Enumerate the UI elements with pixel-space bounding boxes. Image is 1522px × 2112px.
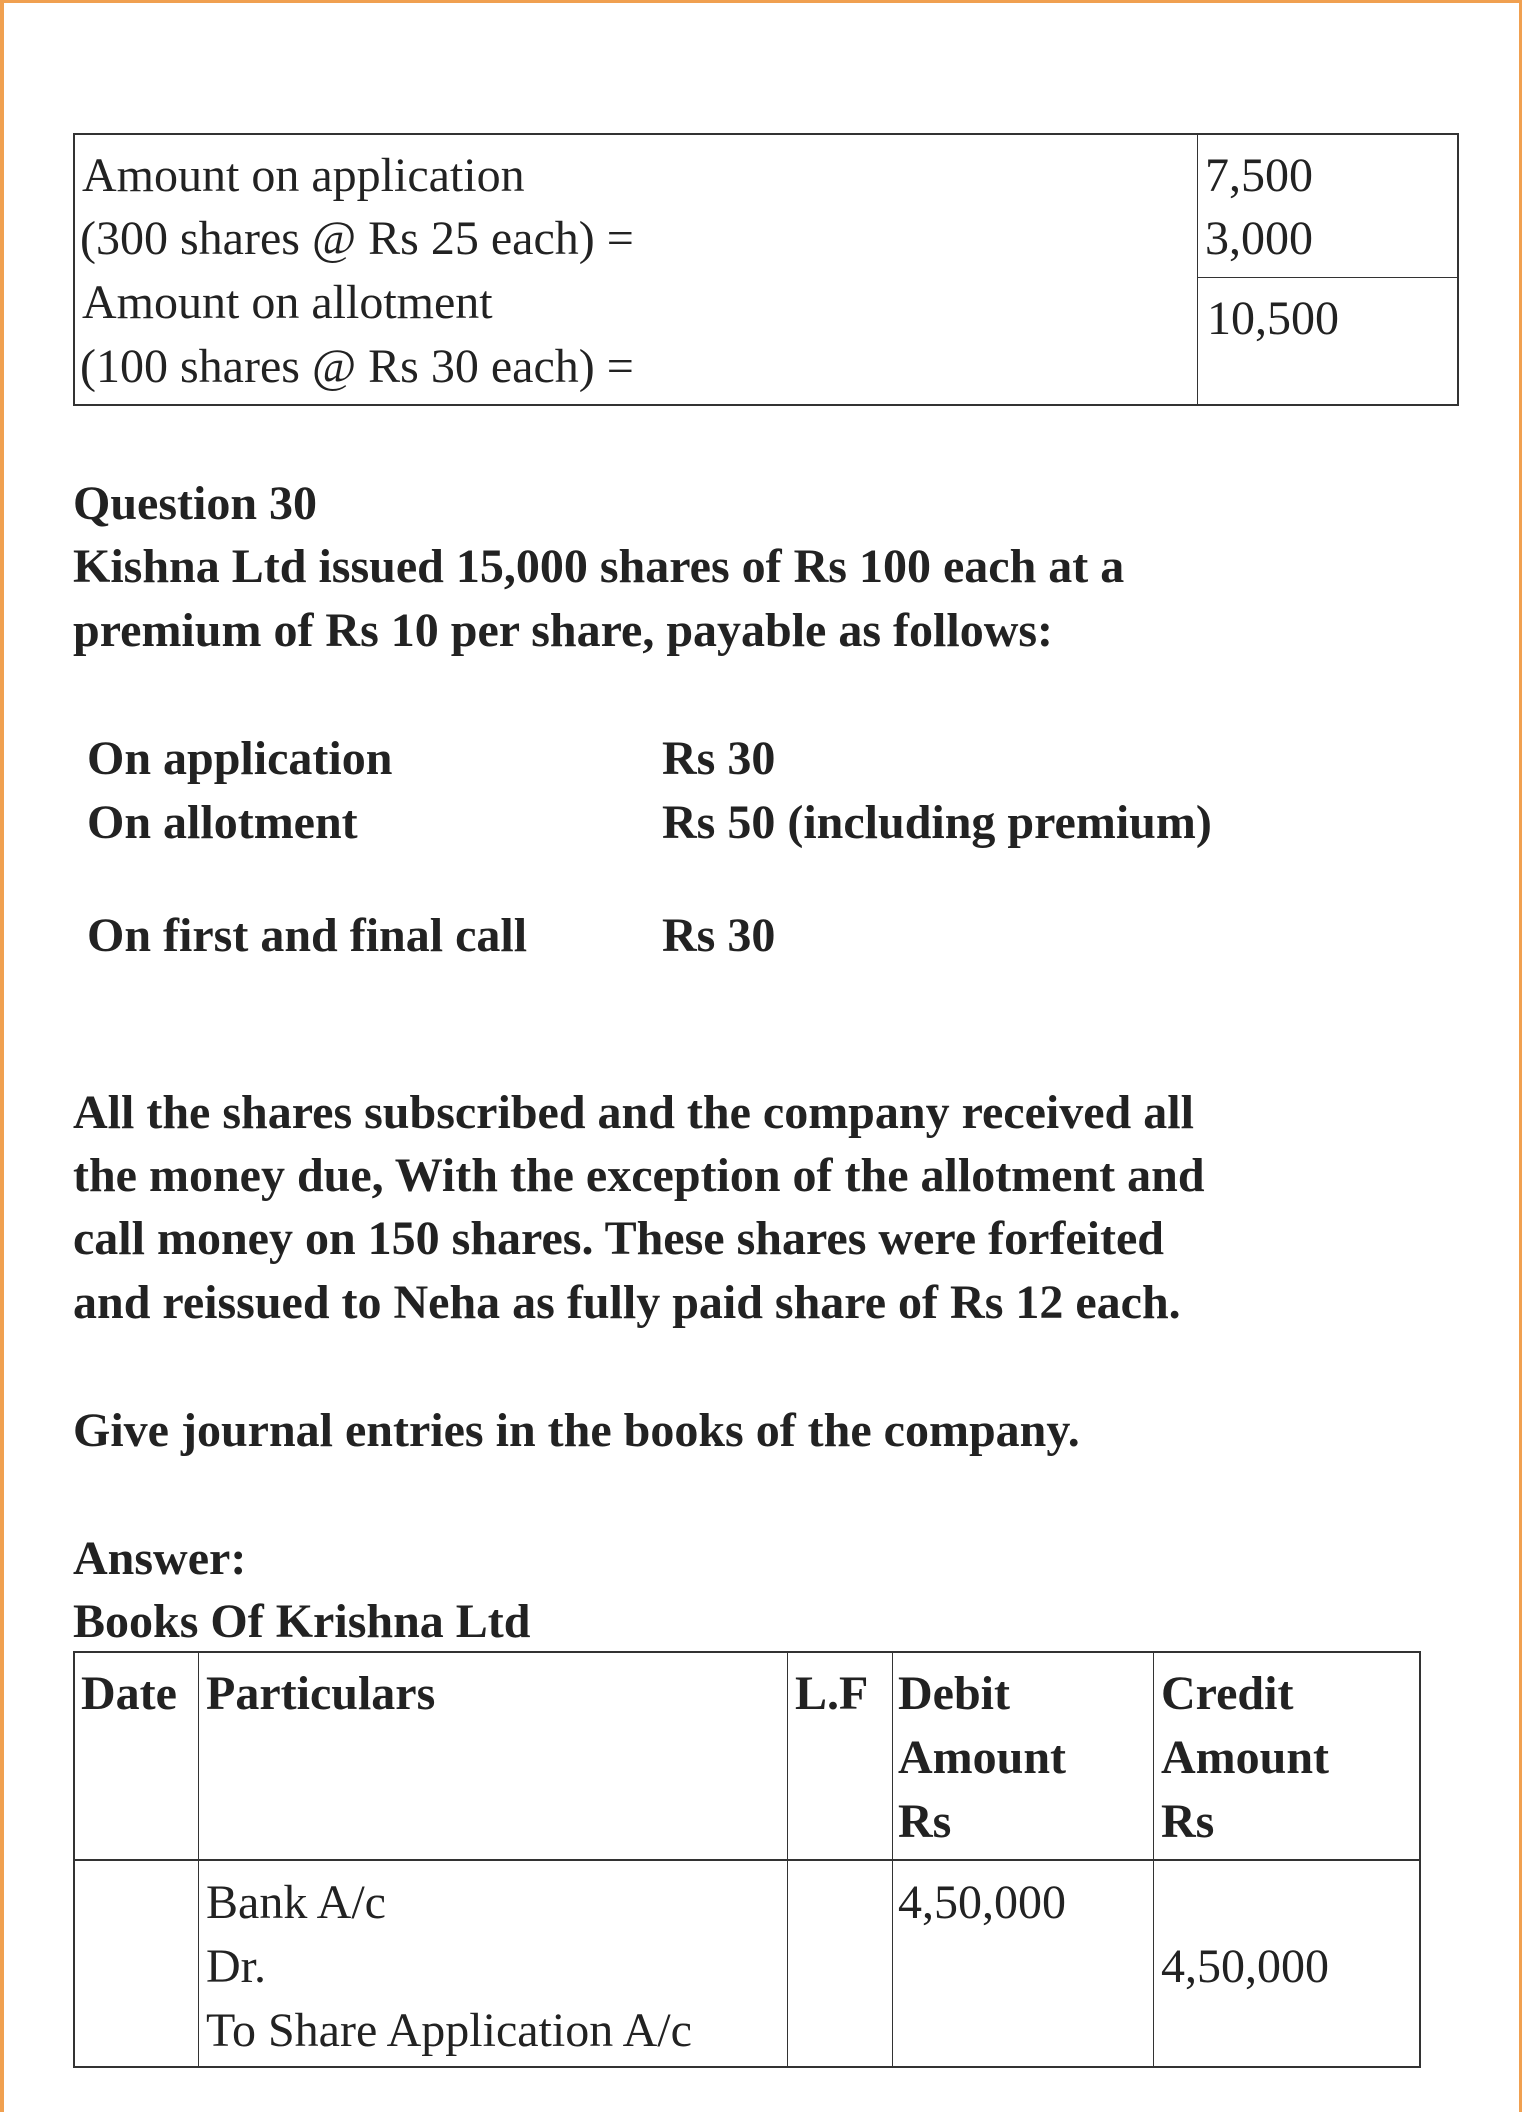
row-particulars: Dr. xyxy=(206,1940,266,1993)
schedule-value: Rs 50 (including premium) xyxy=(662,796,1212,849)
calc-line: (300 shares @ Rs 25 each) = xyxy=(80,212,634,265)
calc-line: (100 shares @ Rs 30 each) = xyxy=(80,340,634,393)
header-debit: Debit xyxy=(898,1667,1010,1720)
question-body: and reissued to Neha as fully paid share of Rs 12 each. xyxy=(73,1276,1181,1329)
question-intro: premium of Rs 10 per share, payable as follows: xyxy=(73,604,1054,657)
question-body: call money on 150 shares. These shares were forfeited xyxy=(73,1212,1164,1265)
question-title: Question 30 xyxy=(73,477,318,530)
answer-label: Answer: xyxy=(73,1532,247,1585)
header-date: Date xyxy=(81,1667,177,1720)
schedule-value: Rs 30 xyxy=(662,732,776,785)
schedule-label: On application xyxy=(87,732,393,785)
calc-amount: 3,000 xyxy=(1205,212,1313,265)
header-debit: Amount xyxy=(898,1731,1067,1784)
schedule-label: On allotment xyxy=(87,796,358,849)
header-credit: Amount xyxy=(1161,1731,1330,1784)
calc-amount: 7,500 xyxy=(1205,149,1313,202)
header-credit: Rs xyxy=(1161,1795,1215,1848)
row-debit: 4,50,000 xyxy=(898,1876,1066,1929)
header-credit: Credit xyxy=(1161,1667,1294,1720)
calc-line: Amount on application xyxy=(82,149,525,202)
question-intro: Kishna Ltd issued 15,000 shares of Rs 100 each at a xyxy=(73,540,1125,593)
question-body: the money due, With the exception of the allotment and xyxy=(73,1149,1205,1202)
header-lf: L.F xyxy=(795,1667,869,1720)
header-debit: Rs xyxy=(898,1795,952,1848)
schedule-value: Rs 30 xyxy=(662,909,776,962)
row-particulars: Bank A/c xyxy=(206,1876,386,1929)
calc-total: 10,500 xyxy=(1207,292,1339,345)
schedule-label: On first and final call xyxy=(87,909,528,962)
header-particulars: Particulars xyxy=(206,1667,436,1720)
row-credit: 4,50,000 xyxy=(1161,1940,1329,1993)
question-body: All the shares subscribed and the company received all xyxy=(73,1086,1194,1139)
question-instruction: Give journal entries in the books of the company. xyxy=(73,1404,1080,1457)
calc-line: Amount on allotment xyxy=(82,276,493,329)
row-particulars: To Share Application A/c xyxy=(206,2004,692,2057)
books-title: Books Of Krishna Ltd xyxy=(73,1595,531,1648)
